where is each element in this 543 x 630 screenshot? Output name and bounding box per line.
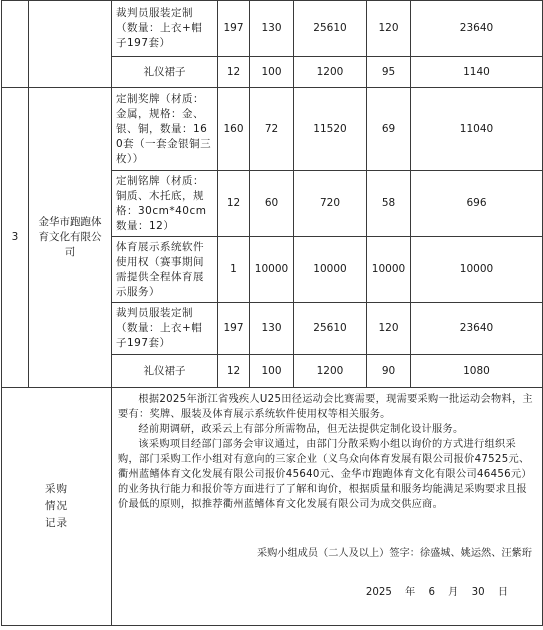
procurement-record-row [2,388,543,626]
quantity-cell: 197 [218,1,250,57]
item-description: 定制铭牌（材质：铜质、木托底，规格：30cm*40cm 数量：12） [112,171,218,237]
quantity-cell: 197 [218,303,250,355]
deal-total-price-cell: 11040 [411,88,543,171]
deal-total-price-cell: 23640 [411,1,543,57]
unit-price-cell: 130 [250,303,294,355]
unit-price-cell: 130 [250,1,294,57]
quantity-cell: 12 [218,171,250,237]
deal-total-price-cell: 23640 [411,303,543,355]
record-paragraph: 经前期调研，政采云上有部分所需物品，但无法提供定制化设计服务。 [138,424,464,435]
signers-line: 采购小组成员（二人及以上）签字：徐盛城、姚运然、汪紫珩 [256,548,532,559]
item-description: 定制奖牌（材质：金属，规格：金、银、铜，数量：160套（一套金银铜三枚）） [112,88,218,171]
deal-unit-price-cell: 69 [367,88,411,171]
quantity-cell: 12 [218,355,250,388]
unit-price-cell: 100 [250,355,294,388]
vendor-name-cell [29,1,112,88]
deal-unit-price-cell: 90 [367,355,411,388]
row-number-cell [2,1,29,88]
quantity-cell: 160 [218,88,250,171]
total-price-cell: 11520 [294,88,367,171]
deal-total-price-cell: 696 [411,171,543,237]
unit-price-cell: 60 [250,171,294,237]
procurement-table [1,0,543,626]
total-price-cell: 1200 [294,355,367,388]
unit-price-cell: 72 [250,88,294,171]
deal-unit-price-cell: 58 [367,171,411,237]
item-description: 礼仪裙子 [112,57,218,88]
deal-total-price-cell: 10000 [411,237,543,303]
table-row [2,88,543,171]
procurement-record-label [2,388,112,626]
item-description: 体育展示系统软件使用权（赛事期间需提供全程体育展示服务） [112,237,218,303]
deal-unit-price-cell: 120 [367,1,411,57]
row-number-cell: 3 [2,88,29,388]
deal-unit-price-cell: 95 [367,57,411,88]
deal-unit-price-cell: 120 [367,303,411,355]
record-paragraph: 根据2025年浙江省残疾人U25田径运动会比赛需要，现需要采购一批运动会物料，主要有：奖牌、服装及体育展示系统软件使用权等相关服务。 [118,394,533,420]
record-paragraph: 该采购项目经部门部务会审议通过，由部门分散采购小组以询价的方式进行组织采购，部门采购工作小组对有意向的三家企业（义乌众向体育发展有限公司报价47525元、衢州蓝鳍体育文化发展有限公司报价45640元、金华市跑跑体育文化有限公司46456元）的业务执行能力和报价等方面进行了了解和询价，根据质量和服务均能满足采购要求且报价最低的原则，拟推荐衢州蓝鳍体育文化发展有限公司为成交供应商。 [118,439,532,510]
total-price-cell: 10000 [294,237,367,303]
deal-total-price-cell: 1080 [411,355,543,388]
total-price-cell: 25610 [294,303,367,355]
item-description: 裁判员服装定制（数量：上衣+帽子197套） [112,303,218,355]
table-row [2,1,543,57]
vendor-name-cell: 金华市跑跑体育文化有限公司 [29,88,112,388]
unit-price-cell: 10000 [250,237,294,303]
procurement-record-content [112,388,543,626]
item-description: 礼仪裙子 [112,355,218,388]
quantity-cell: 12 [218,57,250,88]
unit-price-cell: 100 [250,57,294,88]
quantity-cell: 1 [218,237,250,303]
deal-unit-price-cell: 10000 [367,237,411,303]
record-label-text: 采购情况记录 [45,483,68,529]
total-price-cell: 720 [294,171,367,237]
item-description: 裁判员服装定制（数量：上衣+帽子197套） [112,1,218,57]
total-price-cell: 1200 [294,57,367,88]
signing-date: 2025 年 6 月 30 日 [365,587,508,598]
deal-total-price-cell: 1140 [411,57,543,88]
total-price-cell: 25610 [294,1,367,57]
